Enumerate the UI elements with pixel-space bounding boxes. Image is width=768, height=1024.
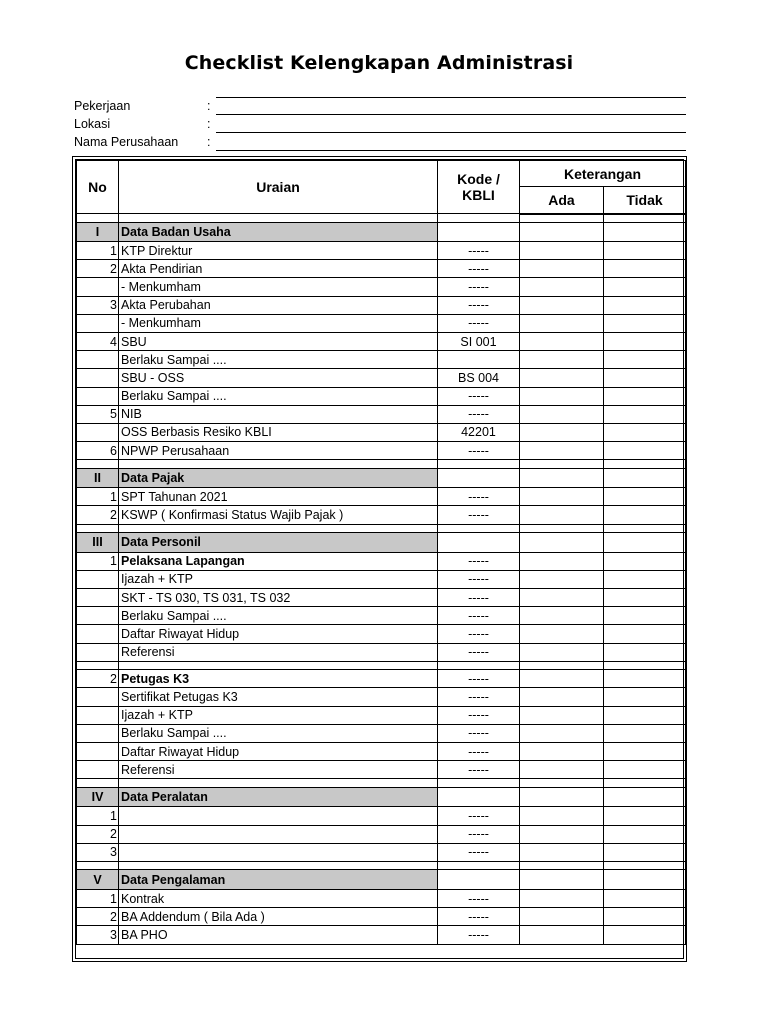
checkbox-ada[interactable]	[520, 533, 604, 553]
row-number	[77, 779, 119, 788]
table-row	[77, 889, 686, 907]
row-code	[438, 214, 520, 223]
checkbox-tidak[interactable]	[604, 688, 686, 706]
row-number	[77, 351, 119, 369]
table-row	[77, 589, 686, 607]
row-number	[77, 460, 119, 469]
checkbox-tidak[interactable]	[604, 296, 686, 314]
row-number	[77, 278, 119, 296]
table-row	[77, 625, 686, 643]
checkbox-tidak[interactable]	[604, 351, 686, 369]
row-number: IV	[77, 787, 119, 807]
checkbox-tidak[interactable]	[604, 260, 686, 278]
table-row	[77, 488, 686, 506]
checkbox-ada[interactable]	[520, 706, 604, 724]
spacer-row	[77, 524, 686, 533]
row-code: -----	[438, 743, 520, 761]
checkbox-ada[interactable]	[520, 387, 604, 405]
checkbox-ada[interactable]	[520, 488, 604, 506]
row-number: 2	[77, 260, 119, 278]
row-number: 1	[77, 552, 119, 570]
checkbox-tidak[interactable]	[604, 442, 686, 460]
table-row	[77, 369, 686, 387]
row-code	[438, 870, 520, 890]
section-title: Data Pengalaman	[119, 870, 438, 890]
checkbox-tidak[interactable]	[604, 625, 686, 643]
checkbox-ada[interactable]	[520, 369, 604, 387]
row-number	[77, 607, 119, 625]
row-number: 5	[77, 405, 119, 423]
table-row	[77, 706, 686, 724]
table-row	[77, 761, 686, 779]
checkbox-tidak[interactable]	[604, 825, 686, 843]
row-description: Berlaku Sampai ....	[119, 607, 438, 625]
table-row	[77, 296, 686, 314]
checkbox-tidak[interactable]	[604, 533, 686, 553]
checkbox-ada[interactable]	[520, 908, 604, 926]
header-row-top	[77, 161, 686, 187]
checklist-table	[76, 160, 686, 945]
row-number: 2	[77, 908, 119, 926]
checkbox-ada[interactable]	[520, 870, 604, 890]
header-kode-kbli	[438, 161, 520, 214]
row-description: Akta Pendirian	[119, 260, 438, 278]
checklist-table-frame	[72, 156, 687, 962]
header-keterangan: Keterangan	[520, 161, 686, 187]
row-description	[119, 524, 438, 533]
checkbox-ada[interactable]	[520, 607, 604, 625]
row-code: -----	[438, 724, 520, 742]
row-number	[77, 589, 119, 607]
section-row	[77, 870, 686, 890]
checkbox-ada[interactable]	[520, 861, 604, 870]
table-row	[77, 332, 686, 350]
row-code	[438, 861, 520, 870]
checkbox-ada[interactable]	[520, 825, 604, 843]
header-ada: Ada	[520, 187, 604, 214]
row-code: BS 004	[438, 369, 520, 387]
row-description: OSS Berbasis Resiko KBLI	[119, 423, 438, 441]
row-number	[77, 643, 119, 661]
row-code	[438, 524, 520, 533]
header-uraian: Uraian	[119, 161, 438, 214]
row-description	[119, 807, 438, 825]
row-code	[438, 351, 520, 369]
info-line-top	[216, 97, 686, 98]
row-number: III	[77, 533, 119, 553]
row-number: 1	[77, 242, 119, 260]
info-line-nama-perusahaan[interactable]	[216, 150, 686, 151]
table-row	[77, 570, 686, 588]
row-description: Ijazah + KTP	[119, 570, 438, 588]
row-description: Daftar Riwayat Hidup	[119, 743, 438, 761]
row-number	[77, 861, 119, 870]
checkbox-ada[interactable]	[520, 405, 604, 423]
row-code: -----	[438, 908, 520, 926]
table-row	[77, 843, 686, 861]
spacer-row	[77, 779, 686, 788]
checkbox-ada[interactable]	[520, 787, 604, 807]
checkbox-ada[interactable]	[520, 661, 604, 670]
checkbox-tidak[interactable]	[604, 761, 686, 779]
checkbox-tidak[interactable]	[604, 706, 686, 724]
row-number	[77, 625, 119, 643]
checkbox-tidak[interactable]	[604, 387, 686, 405]
info-label-lokasi: Lokasi	[74, 117, 111, 131]
checkbox-tidak[interactable]	[604, 405, 686, 423]
checkbox-tidak[interactable]	[604, 570, 686, 588]
row-number	[77, 369, 119, 387]
row-number	[77, 524, 119, 533]
checkbox-tidak[interactable]	[604, 861, 686, 870]
checkbox-ada[interactable]	[520, 743, 604, 761]
spacer-row	[77, 460, 686, 469]
spacer-row	[77, 214, 686, 223]
checkbox-ada[interactable]	[520, 670, 604, 688]
row-code: -----	[438, 442, 520, 460]
checkbox-tidak[interactable]	[604, 222, 686, 242]
row-description: SBU - OSS	[119, 369, 438, 387]
row-description: Berlaku Sampai ....	[119, 387, 438, 405]
checkbox-ada[interactable]	[520, 807, 604, 825]
row-description: Referensi	[119, 761, 438, 779]
row-code	[438, 787, 520, 807]
table-row	[77, 688, 686, 706]
checkbox-ada[interactable]	[520, 296, 604, 314]
row-description: NPWP Perusahaan	[119, 442, 438, 460]
checkbox-tidak[interactable]	[604, 908, 686, 926]
row-number	[77, 314, 119, 332]
row-code: -----	[438, 296, 520, 314]
row-number: 3	[77, 926, 119, 944]
row-code	[438, 779, 520, 788]
row-code: -----	[438, 570, 520, 588]
row-code: -----	[438, 607, 520, 625]
row-description: Berlaku Sampai ....	[119, 724, 438, 742]
row-description: Pelaksana Lapangan	[119, 552, 438, 570]
row-code	[438, 661, 520, 670]
table-row	[77, 442, 686, 460]
checklist-table-inner-frame	[75, 159, 684, 959]
row-code: -----	[438, 278, 520, 296]
table-row	[77, 423, 686, 441]
checkbox-tidak[interactable]	[604, 779, 686, 788]
checkbox-ada[interactable]	[520, 278, 604, 296]
info-colon: :	[207, 99, 211, 113]
row-description: Sertifikat Petugas K3	[119, 688, 438, 706]
info-line-lokasi[interactable]	[216, 132, 686, 133]
row-number	[77, 214, 119, 223]
checkbox-tidak[interactable]	[604, 332, 686, 350]
header-kode-line2: KBLI	[462, 187, 495, 203]
checkbox-ada[interactable]	[520, 779, 604, 788]
header-tidak: Tidak	[604, 187, 686, 214]
row-number	[77, 688, 119, 706]
row-code: -----	[438, 387, 520, 405]
checkbox-ada[interactable]	[520, 570, 604, 588]
checkbox-tidak[interactable]	[604, 524, 686, 533]
checkbox-tidak[interactable]	[604, 423, 686, 441]
checkbox-ada[interactable]	[520, 688, 604, 706]
row-description: KTP Direktur	[119, 242, 438, 260]
checkbox-ada[interactable]	[520, 889, 604, 907]
checkbox-ada[interactable]	[520, 351, 604, 369]
header-no: No	[77, 161, 119, 214]
row-description: BA PHO	[119, 926, 438, 944]
checkbox-ada[interactable]	[520, 214, 604, 223]
checkbox-ada[interactable]	[520, 460, 604, 469]
checkbox-tidak[interactable]	[604, 643, 686, 661]
row-code: -----	[438, 688, 520, 706]
row-number	[77, 661, 119, 670]
row-code: -----	[438, 506, 520, 524]
table-row	[77, 643, 686, 661]
table-row	[77, 405, 686, 423]
section-title: Data Peralatan	[119, 787, 438, 807]
row-description	[119, 214, 438, 223]
checkbox-tidak[interactable]	[604, 787, 686, 807]
row-description	[119, 779, 438, 788]
checkbox-tidak[interactable]	[604, 607, 686, 625]
spacer-row	[77, 861, 686, 870]
row-code: -----	[438, 314, 520, 332]
checkbox-ada[interactable]	[520, 643, 604, 661]
row-number: 1	[77, 889, 119, 907]
row-code: SI 001	[438, 332, 520, 350]
row-number: V	[77, 870, 119, 890]
row-code: -----	[438, 405, 520, 423]
table-row	[77, 670, 686, 688]
row-description: - Menkumham	[119, 278, 438, 296]
checkbox-ada[interactable]	[520, 423, 604, 441]
row-number: 2	[77, 506, 119, 524]
table-row	[77, 314, 686, 332]
row-description: - Menkumham	[119, 314, 438, 332]
row-code: -----	[438, 625, 520, 643]
checkbox-tidak[interactable]	[604, 468, 686, 488]
section-title: Data Personil	[119, 533, 438, 553]
row-description	[119, 661, 438, 670]
checkbox-ada[interactable]	[520, 314, 604, 332]
row-code	[438, 222, 520, 242]
checkbox-tidak[interactable]	[604, 843, 686, 861]
checkbox-tidak[interactable]	[604, 369, 686, 387]
row-number	[77, 570, 119, 588]
row-number	[77, 743, 119, 761]
row-number: II	[77, 468, 119, 488]
row-description	[119, 843, 438, 861]
row-code: -----	[438, 889, 520, 907]
header-kode-line1: Kode /	[457, 171, 500, 187]
table-row	[77, 607, 686, 625]
checkbox-tidak[interactable]	[604, 870, 686, 890]
info-label-nama-perusahaan: Nama Perusahaan	[74, 135, 179, 149]
checkbox-ada[interactable]	[520, 724, 604, 742]
row-description: KSWP ( Konfirmasi Status Wajib Pajak )	[119, 506, 438, 524]
row-code: -----	[438, 589, 520, 607]
checkbox-tidak[interactable]	[604, 506, 686, 524]
section-row	[77, 222, 686, 242]
row-description: Berlaku Sampai ....	[119, 351, 438, 369]
checkbox-tidak[interactable]	[604, 889, 686, 907]
row-description	[119, 825, 438, 843]
row-number: 3	[77, 843, 119, 861]
checkbox-tidak[interactable]	[604, 743, 686, 761]
checkbox-ada[interactable]	[520, 761, 604, 779]
table-row	[77, 506, 686, 524]
checkbox-tidak[interactable]	[604, 670, 686, 688]
table-row	[77, 278, 686, 296]
table-row	[77, 908, 686, 926]
row-number	[77, 761, 119, 779]
row-number	[77, 724, 119, 742]
checkbox-ada[interactable]	[520, 524, 604, 533]
row-description: Referensi	[119, 643, 438, 661]
row-description	[119, 460, 438, 469]
row-number	[77, 387, 119, 405]
checkbox-tidak[interactable]	[604, 807, 686, 825]
info-colon: :	[207, 135, 211, 149]
table-row	[77, 387, 686, 405]
checkbox-ada[interactable]	[520, 468, 604, 488]
row-number	[77, 706, 119, 724]
table-row	[77, 926, 686, 944]
row-code: -----	[438, 926, 520, 944]
checkbox-tidak[interactable]	[604, 926, 686, 944]
checkbox-tidak[interactable]	[604, 589, 686, 607]
row-code: -----	[438, 807, 520, 825]
info-line-pekerjaan[interactable]	[216, 114, 686, 115]
row-description	[119, 861, 438, 870]
row-code: -----	[438, 843, 520, 861]
row-description: Akta Perubahan	[119, 296, 438, 314]
section-row	[77, 533, 686, 553]
table-row	[77, 724, 686, 742]
spacer-row	[77, 661, 686, 670]
checkbox-tidak[interactable]	[604, 661, 686, 670]
checkbox-tidak[interactable]	[604, 314, 686, 332]
row-description: NIB	[119, 405, 438, 423]
row-number: 3	[77, 296, 119, 314]
table-row	[77, 552, 686, 570]
row-description: SPT Tahunan 2021	[119, 488, 438, 506]
row-code	[438, 533, 520, 553]
info-colon: :	[207, 117, 211, 131]
row-description: SKT - TS 030, TS 031, TS 032	[119, 589, 438, 607]
row-number: 1	[77, 807, 119, 825]
checkbox-ada[interactable]	[520, 506, 604, 524]
row-description: BA Addendum ( Bila Ada )	[119, 908, 438, 926]
row-code: 42201	[438, 423, 520, 441]
row-description: Ijazah + KTP	[119, 706, 438, 724]
checkbox-ada[interactable]	[520, 926, 604, 944]
row-number: 2	[77, 825, 119, 843]
row-description: Petugas K3	[119, 670, 438, 688]
table-row	[77, 825, 686, 843]
row-code: -----	[438, 552, 520, 570]
row-code: -----	[438, 706, 520, 724]
checkbox-ada[interactable]	[520, 843, 604, 861]
row-code	[438, 460, 520, 469]
checkbox-ada[interactable]	[520, 625, 604, 643]
info-row-lokasi	[74, 116, 686, 134]
row-number: 2	[77, 670, 119, 688]
checkbox-ada[interactable]	[520, 442, 604, 460]
section-title: Data Pajak	[119, 468, 438, 488]
section-title: Data Badan Usaha	[119, 222, 438, 242]
checkbox-ada[interactable]	[520, 242, 604, 260]
row-description: SBU	[119, 332, 438, 350]
checkbox-tidak[interactable]	[604, 460, 686, 469]
row-code: -----	[438, 761, 520, 779]
table-row	[77, 743, 686, 761]
table-row	[77, 242, 686, 260]
checkbox-tidak[interactable]	[604, 242, 686, 260]
row-code: -----	[438, 670, 520, 688]
checkbox-tidak[interactable]	[604, 278, 686, 296]
checkbox-tidak[interactable]	[604, 214, 686, 223]
row-code: -----	[438, 488, 520, 506]
row-number: 6	[77, 442, 119, 460]
row-code: -----	[438, 643, 520, 661]
checkbox-ada[interactable]	[520, 552, 604, 570]
table-row	[77, 807, 686, 825]
checkbox-ada[interactable]	[520, 260, 604, 278]
row-description: Kontrak	[119, 889, 438, 907]
row-number: 1	[77, 488, 119, 506]
table-row	[77, 351, 686, 369]
row-number: 4	[77, 332, 119, 350]
info-label-pekerjaan: Pekerjaan	[74, 99, 131, 113]
section-row	[77, 787, 686, 807]
checkbox-ada[interactable]	[520, 589, 604, 607]
checkbox-ada[interactable]	[520, 332, 604, 350]
checkbox-tidak[interactable]	[604, 552, 686, 570]
checkbox-ada[interactable]	[520, 222, 604, 242]
row-description: Daftar Riwayat Hidup	[119, 625, 438, 643]
row-code: -----	[438, 242, 520, 260]
checkbox-tidak[interactable]	[604, 724, 686, 742]
row-code	[438, 468, 520, 488]
table-row	[77, 260, 686, 278]
section-row	[77, 468, 686, 488]
row-code: -----	[438, 825, 520, 843]
info-row-pekerjaan	[74, 98, 686, 116]
document-title: Checklist Kelengkapan Administrasi	[184, 52, 574, 74]
row-number: I	[77, 222, 119, 242]
row-number	[77, 423, 119, 441]
row-code: -----	[438, 260, 520, 278]
checkbox-tidak[interactable]	[604, 488, 686, 506]
info-row-nama-perusahaan	[74, 134, 686, 152]
